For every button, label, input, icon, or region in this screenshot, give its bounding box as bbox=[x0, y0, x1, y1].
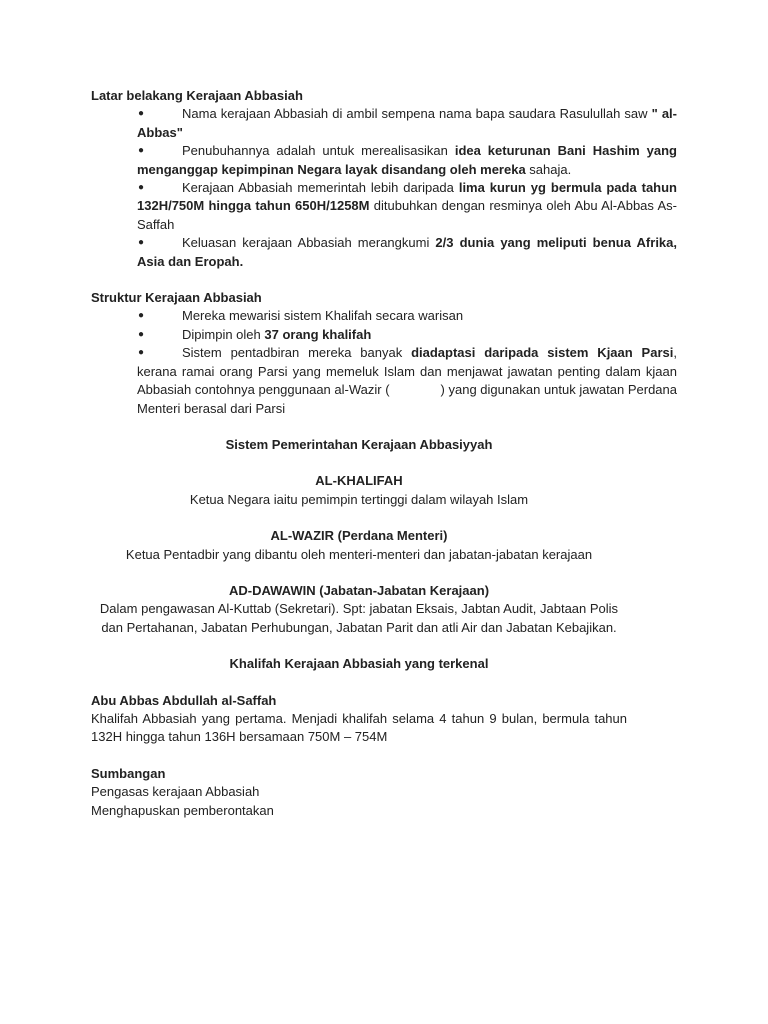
sumbangan-heading: Sumbangan bbox=[91, 765, 166, 781]
item-bold: 37 orang khalifah bbox=[264, 326, 372, 342]
bullet-icon: ● bbox=[138, 145, 145, 157]
item-text: Sistem pentadbiran mereka banyak bbox=[182, 345, 412, 361]
bullet-icon: ● bbox=[138, 328, 145, 340]
list-item bbox=[91, 344, 681, 418]
khalifah-desc: Ketua Negara iaitu pemimpin tertinggi dalam wilayah Islam bbox=[189, 491, 529, 507]
struktur-list bbox=[91, 307, 681, 417]
item-text: Nama kerajaan Abbasiah di ambil sempena nama bapa saudara Rasulullah saw bbox=[182, 106, 648, 122]
sumbangan-item: Menghapuskan pemberontakan bbox=[91, 802, 274, 818]
item-text: Kerajaan Abbasiah memerintah lebih daripada bbox=[182, 180, 459, 196]
list-item bbox=[91, 142, 677, 179]
list-item bbox=[91, 179, 677, 234]
latar-heading: Latar belakang Kerajaan Abbasiah bbox=[91, 88, 303, 103]
dawawin-title: AD-DAWAWIN (Jabatan-Jabatan Kerajaan) bbox=[228, 582, 490, 598]
item-text: Mereka mewarisi sistem Khalifah secara warisan bbox=[182, 308, 464, 324]
item-text: Keluasan kerajaan Abbasiah merangkumi bbox=[182, 235, 436, 251]
khalifah-bio: Khalifah Abbasiah yang pertama. Menjadi khalifah selama 4 tahun 9 bulan, bermula tahun 132H hingga tahun 136H bersamaan 750M – 754M bbox=[91, 710, 627, 745]
wazir-desc: Ketua Pentadbir yang dibantu oleh menteri-menteri dan jabatan-jabatan kerajaan bbox=[125, 546, 593, 562]
bullet-icon: ● bbox=[138, 347, 145, 359]
list-item bbox=[91, 105, 677, 142]
item-bold: diadaptasi daripada sistem Kjaan Parsi bbox=[411, 345, 674, 361]
wazir-title: AL-WAZIR (Perdana Menteri) bbox=[270, 528, 448, 544]
item-text: ditubuhkan dengan resminya oleh Abu Al-Abbas As-Saffah bbox=[137, 198, 677, 232]
item-bold: lima kurun yg bermula pada tahun 132H/750M hingga tahun 650H/1258M bbox=[137, 180, 678, 214]
bullet-icon: ● bbox=[138, 310, 145, 322]
item-text: Penubuhannya adalah untuk merealisasikan bbox=[182, 143, 455, 159]
item-bold: idea keturunan Bani Hashim yang menganggap kepimpinan Negara layak disandang oleh mereka bbox=[137, 143, 677, 177]
latar-list bbox=[91, 105, 677, 271]
list-item bbox=[91, 326, 677, 344]
list-item bbox=[91, 234, 677, 271]
sistem-title: Sistem Pemerintahan Kerajaan Abbasiyyah bbox=[225, 436, 493, 452]
struktur-heading: Struktur Kerajaan Abbasiah bbox=[91, 290, 262, 306]
bullet-icon: ● bbox=[138, 237, 145, 249]
khalifah-name: Abu Abbas Abdullah al-Saffah bbox=[91, 692, 277, 708]
bullet-icon: ● bbox=[138, 182, 145, 194]
sumbangan-item: Pengasas kerajaan Abbasiah bbox=[91, 784, 260, 800]
bullet-icon: ● bbox=[138, 108, 145, 120]
terkenal-title: Khalifah Kerajaan Abbasiah yang terkenal bbox=[229, 656, 489, 672]
item-bold: " al-Abbas" bbox=[137, 106, 678, 140]
khalifah-title: AL-KHALIFAH bbox=[315, 473, 403, 489]
item-text: sahaja. bbox=[525, 161, 572, 177]
document-page bbox=[91, 87, 681, 820]
item-bold: 2/3 dunia yang meliputi benua Afrika, Asia dan Eropah. bbox=[137, 235, 677, 269]
dawawin-desc: Dalam pengawasan Al-Kuttab (Sekretari). Spt: jabatan Eksais, Jabtan Audit, Jabtaan Polis dan Pertahanan, Jabatan Perhubungan, Jabatan Parit dan atli Air dan Jabatan Kebajikan. bbox=[99, 601, 619, 635]
item-text: , kerana ramai orang Parsi yang memeluk Islam dan menjawat jawatan penting dalam kjaan Abbasiah contohnya penggunaan al-Wazir ( ) yang digunakan untuk jawatan Perdana Menteri berasal dari Parsi bbox=[137, 345, 681, 416]
list-item bbox=[91, 307, 677, 325]
item-text: Dipimpin oleh bbox=[182, 326, 265, 342]
